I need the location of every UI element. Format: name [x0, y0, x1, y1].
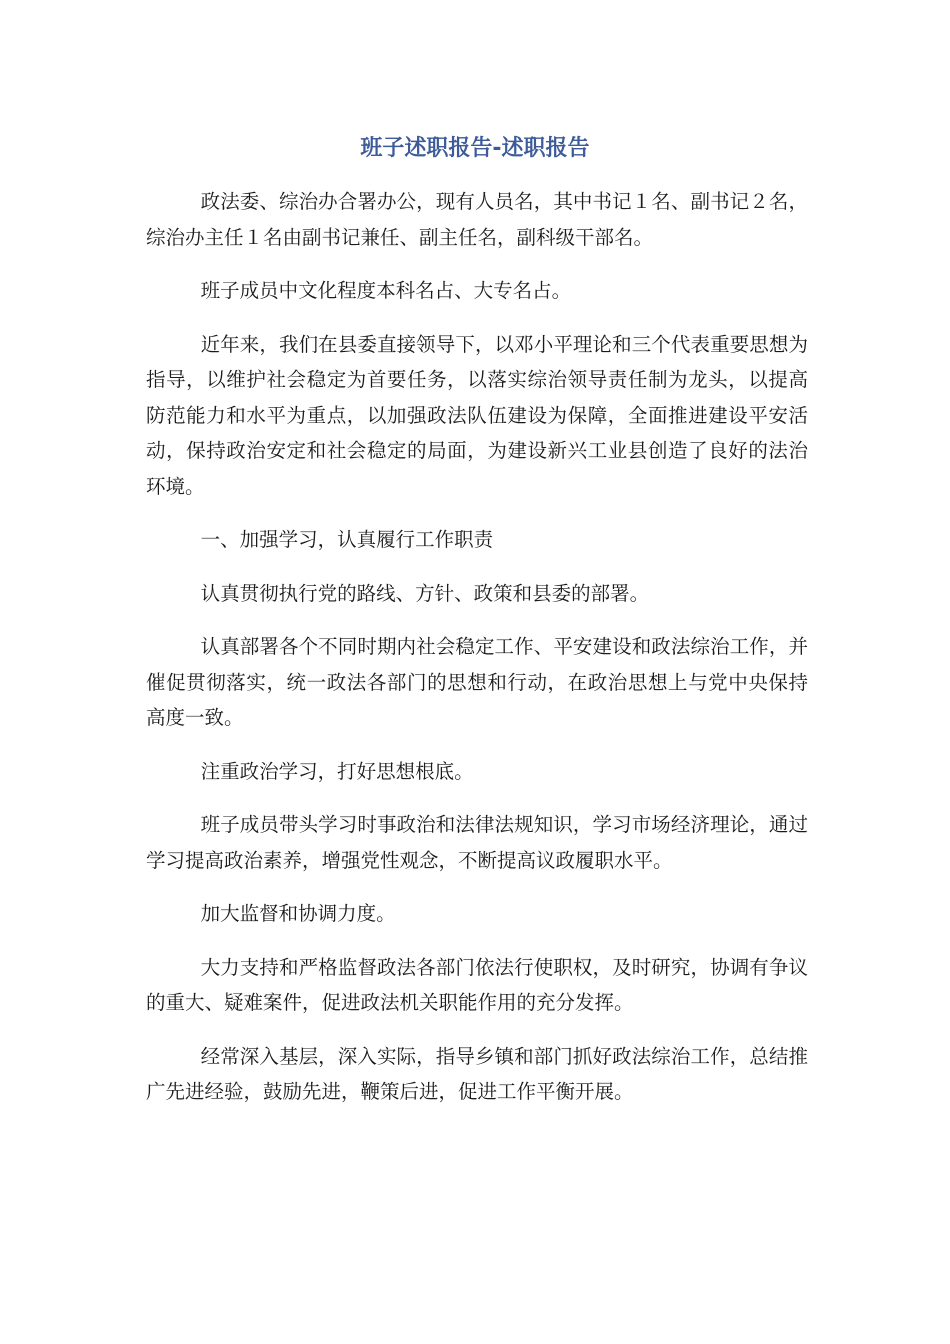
- paragraph: 经常深入基层，深入实际，指导乡镇和部门抓好政法综治工作，总结推广先进经验，鼓励先进，鞭策后进，促进工作平衡开展。: [146, 1044, 808, 1103]
- paragraph: 大力支持和严格监督政法各部门依法行使职权，及时研究，协调有争议的重大、疑难案件，促进政法机关职能作用的充分发挥。: [146, 955, 808, 1014]
- paragraph: 注重政治学习，打好思想根底。: [200, 759, 474, 783]
- paragraph: 近年来，我们在县委直接领导下，以邓小平理论和三个代表重要思想为指导，以维护社会稳定为首要任务，以落实综治领导责任制为龙头，以提高防范能力和水平为重点，以加强政法队伍建设为保障，全面推进建设平安活动，保持政治安定和社会稳定的局面，为建设新兴工业县创造了良好的法治环境。: [146, 332, 808, 498]
- document-body: [146, 184, 808, 1128]
- paragraph: 认真部署各个不同时期内社会稳定工作、平安建设和政法综治工作，并催促贯彻落实，统一政法各部门的思想和行动，在政治思想上与党中央保持高度一致。: [146, 635, 808, 729]
- paragraph: 政法委、综治办合署办公，现有人员名，其中书记１名、副书记２名，综治办主任１名由副书记兼任、副主任名，副科级干部名。: [146, 190, 808, 249]
- paragraph: 班子成员中文化程度本科名占、大专名占。: [200, 279, 572, 302]
- section-heading: 一、加强学习，认真履行工作职责: [200, 528, 494, 551]
- paragraph: 认真贯彻执行党的路线、方针、政策和县委的部署。: [200, 581, 650, 605]
- document-title: 班子述职报告-述职报告: [360, 136, 590, 161]
- paragraph: 加大监督和协调力度。: [200, 902, 396, 925]
- paragraph: 班子成员带头学习时事政治和法律法规知识，学习市场经济理论，通过学习提高政治素养，增强党性观念，不断提高议政履职水平。: [146, 813, 808, 872]
